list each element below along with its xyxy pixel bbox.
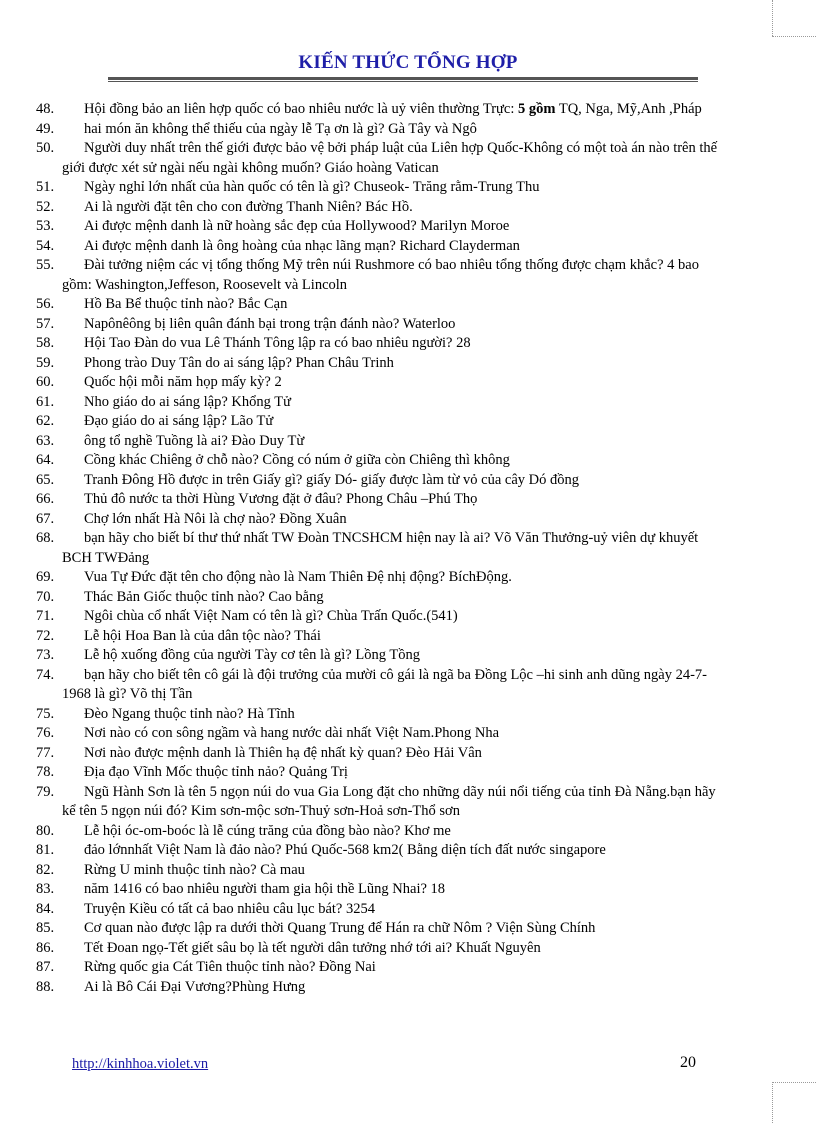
item-question: Phong trào Duy Tân do ai sáng lập? Phan Châu Trinh [84, 354, 394, 371]
list-item [0, 451, 816, 471]
list-item [0, 510, 816, 530]
item-question: Nho giáo do ai sáng lập? Khổng Tử [84, 393, 291, 410]
item-number: 80. [36, 822, 55, 839]
item-number: 48. [36, 101, 55, 117]
page-corner-mark [772, 1082, 816, 1084]
list-item [0, 744, 816, 764]
item-number: 52. [36, 198, 55, 215]
header-rule [108, 81, 698, 82]
item-text [84, 646, 720, 666]
item-question: Hội đồng bảo an liên hợp quốc có bao nhiêu nước là uỷ viên thường Trực: [84, 101, 518, 117]
list-item [0, 880, 816, 900]
item-text [84, 724, 720, 744]
item-question: Lễ hội óc-om-boóc là lễ cúng trăng của đồng bào nào? Khơ me [84, 822, 451, 839]
item-number: 81. [36, 842, 55, 858]
item-number: 59. [36, 354, 55, 371]
item-text [62, 783, 720, 822]
item-number: 58. [36, 335, 55, 351]
list-item [0, 471, 816, 491]
item-text [84, 939, 720, 959]
item-text [84, 822, 720, 842]
item-question: Thác Bản Giốc thuộc tỉnh nào? Cao bằng [84, 588, 324, 605]
page-corner-mark [772, 0, 774, 36]
item-number: 83. [36, 881, 55, 897]
item-question: Đèo Ngang thuộc tỉnh nào? Hà Tĩnh [84, 705, 295, 722]
item-text [84, 198, 720, 218]
item-question: đảo lớnnhất Việt Nam là đảo nào? Phú Quốc-568 km2( Bằng diện tích đất nước singapore [84, 842, 606, 858]
question-list [0, 100, 816, 997]
item-number: 54. [36, 237, 55, 254]
item-number: 75. [36, 705, 55, 722]
item-number: 67. [36, 510, 55, 527]
item-question: Tết Đoan ngọ-Tết giết sâu bọ là tết người dân tưởng nhớ tới ai? Khuất Nguyên [84, 939, 541, 956]
item-question: Nơi nào được mệnh danh là Thiên hạ đệ nhất kỳ quan? Đèo Hải Vân [84, 744, 482, 761]
item-text [84, 861, 720, 881]
item-number: 63. [36, 432, 55, 449]
item-number: 49. [36, 120, 55, 137]
item-text [84, 295, 720, 315]
item-text [84, 900, 720, 920]
item-question: Địa đạo Vĩnh Mốc thuộc tỉnh nảo? Quảng Trị [84, 764, 348, 780]
list-item [0, 939, 816, 959]
item-number: 53. [36, 218, 55, 234]
item-question: ông tổ nghề Tuồng là ai? Đào Duy Từ [84, 432, 305, 449]
item-number: 73. [36, 647, 55, 663]
item-text [84, 763, 720, 783]
list-item [0, 198, 816, 218]
item-text [84, 120, 720, 140]
item-text [84, 568, 720, 588]
item-text [84, 471, 720, 491]
list-item [0, 861, 816, 881]
item-text [84, 627, 720, 647]
item-question: Cồng khác Chiêng ở chỗ nào? Cồng có núm ở giữa còn Chiêng thì không [84, 452, 510, 468]
list-item [0, 705, 816, 725]
item-question: Ai được mệnh danh là ông hoàng của nhạc lãng mạn? Richard Clayderman [84, 237, 520, 254]
item-question: bạn hãy cho biết tên cô gái là đội trưởng của mười cô gái là ngã ba Đồng Lộc –hi sinh anh dũng ngày 24-7-1968 là gì? Võ thị Tần [62, 666, 707, 702]
item-number: 86. [36, 939, 55, 956]
item-text [84, 490, 720, 510]
item-number: 62. [36, 413, 55, 429]
list-item [0, 900, 816, 920]
item-text [84, 880, 720, 900]
list-item [0, 178, 816, 198]
list-item [0, 354, 816, 374]
footer-link[interactable]: http://kinhhoa.violet.vn [72, 1056, 209, 1072]
item-text [84, 315, 720, 335]
list-item [0, 120, 816, 140]
item-question: Napônêông bị liên quân đánh bại trong trận đánh nào? Waterloo [84, 315, 456, 332]
item-question: Chợ lớn nhất Hà Nôi là chợ nào? Đồng Xuân [84, 510, 347, 527]
item-question: Rừng quốc gia Cát Tiên thuộc tỉnh nào? Đồng Nai [84, 959, 376, 975]
item-number: 82. [36, 861, 55, 878]
list-item [0, 490, 816, 510]
list-item [0, 315, 816, 335]
item-question: Đài tưởng niệm các vị tổng thống Mỹ trên núi Rushmore có bao nhiêu tổng thống được chạm khắc? 4 bao gồm: Washington,Jeffeson, Roosevelt và Lincoln [62, 257, 699, 293]
item-text [84, 217, 720, 237]
item-number: 88. [36, 978, 55, 995]
item-question: Thủ đô nước ta thời Hùng Vương đặt ở đâu? Phong Châu –Phú Thọ [84, 491, 478, 507]
item-number: 51. [36, 179, 55, 195]
item-question: Ngày nghỉ lớn nhất của hàn quốc có tên là gì? Chuseok- Trăng rằm-Trung Thu [84, 179, 540, 195]
list-item [0, 412, 816, 432]
page-corner-mark [772, 1082, 774, 1123]
item-text [62, 139, 720, 178]
list-item [0, 763, 816, 783]
item-text [84, 588, 720, 608]
item-text [84, 919, 720, 939]
item-text [84, 393, 720, 413]
item-text [84, 978, 720, 998]
list-item [0, 627, 816, 647]
item-question: Hội Tao Đàn do vua Lê Thánh Tông lập ra có bao nhiêu người? 28 [84, 335, 471, 351]
page-corner-mark [772, 36, 816, 38]
item-question: Ai là người đặt tên cho con đường Thanh Niên? Bác Hồ. [84, 198, 413, 215]
list-item [0, 724, 816, 744]
item-text [84, 373, 720, 393]
list-item [0, 334, 816, 354]
item-number: 77. [36, 744, 55, 761]
item-number: 70. [36, 588, 55, 605]
item-text [62, 100, 720, 120]
item-question: bạn hãy cho biết bí thư thứ nhất TW Đoàn TNCSHCM hiện nay là ai? Võ Văn Thưởng-uỷ viên dự khuyết BCH TWĐảng [62, 530, 699, 566]
item-number: 56. [36, 296, 55, 312]
item-question: Lễ hội Hoa Ban là của dân tộc nào? Thái [84, 627, 321, 644]
item-question: Cơ quan nào được lập ra dưới thời Quang Trung để Hán ra chữ Nôm ? Viện Sùng Chính [84, 920, 596, 936]
list-item [0, 783, 816, 822]
item-number: 74. [36, 666, 55, 683]
list-item [0, 919, 816, 939]
item-text [84, 412, 720, 432]
item-text [84, 744, 720, 764]
item-number: 64. [36, 452, 55, 468]
item-emphasis: 5 gồm [518, 101, 556, 117]
item-text [84, 958, 720, 978]
list-item [0, 393, 816, 413]
item-answer: TQ, Nga, Mỹ,Anh ,Pháp [555, 101, 702, 117]
list-item [0, 978, 816, 998]
list-item [0, 568, 816, 588]
list-item [0, 607, 816, 627]
item-number: 78. [36, 764, 55, 780]
list-item [0, 588, 816, 608]
list-item [0, 822, 816, 842]
page-number: 20 [680, 1054, 696, 1071]
list-item [0, 139, 816, 178]
item-question: Lễ hộ xuống đồng của người Tày cơ tên là gì? Lồng Tồng [84, 647, 420, 663]
item-number: 60. [36, 374, 55, 390]
item-question: Hồ Ba Bể thuộc tỉnh nào? Bắc Cạn [84, 296, 288, 312]
item-number: 50. [36, 140, 55, 156]
item-question: Đạo giáo do ai sáng lập? Lão Tử [84, 413, 274, 429]
header-rule [108, 77, 698, 80]
item-text [84, 705, 720, 725]
item-question: Ngũ Hành Sơn là tên 5 ngọn núi do vua Gia Long đặt cho những dãy núi nổi tiếng của tỉnh Đà Nẵng.bạn hãy kể tên 5 ngọn núi đó? Kim sơn-mộc sơn-Thuỷ sơn-Hoả sơn-Thổ sơn [62, 783, 716, 819]
item-number: 57. [36, 315, 55, 332]
item-question: Rừng U minh thuộc tỉnh nào? Cà mau [84, 861, 305, 878]
item-text [84, 451, 720, 471]
item-text [84, 178, 720, 198]
item-number: 84. [36, 900, 55, 917]
list-item [0, 237, 816, 257]
list-item [0, 841, 816, 861]
item-text [84, 334, 720, 354]
item-number: 55. [36, 257, 55, 273]
list-item [0, 958, 816, 978]
item-number: 87. [36, 959, 55, 975]
item-question: Truyện Kiều có tất cả bao nhiêu câu lục bát? 3254 [84, 900, 375, 917]
list-item [0, 529, 816, 568]
list-item [0, 432, 816, 452]
list-item [0, 217, 816, 237]
item-number: 65. [36, 471, 55, 488]
item-question: Tranh Đông Hồ được in trên Giấy gì? giấy Dó- giấy được làm từ vỏ của cây Dó đồng [84, 471, 580, 488]
list-item [0, 256, 816, 295]
list-item [0, 373, 816, 393]
item-question: năm 1416 có bao nhiêu người tham gia hội thề Lũng Nhai? 18 [84, 881, 446, 897]
item-number: 79. [36, 783, 55, 800]
item-text [84, 432, 720, 452]
page-header-title: KIẾN THỨC TỔNG HỢP [298, 52, 518, 73]
list-item [0, 666, 816, 705]
item-number: 68. [36, 530, 55, 546]
item-number: 71. [36, 608, 55, 624]
item-question: Ngôi chùa cổ nhất Việt Nam có tên là gì? Chùa Trấn Quốc.(541) [84, 608, 458, 624]
item-number: 85. [36, 920, 55, 936]
item-question: Vua Tự Đức đặt tên cho động nào là Nam Thiên Đệ nhị động? BíchĐộng. [84, 569, 512, 585]
item-question: Quốc hội mỗi năm họp mấy kỳ? 2 [84, 374, 282, 390]
item-text [62, 256, 720, 295]
item-text [84, 237, 720, 257]
list-item [0, 295, 816, 315]
item-text [62, 529, 720, 568]
list-item [0, 646, 816, 666]
list-item [0, 100, 816, 120]
item-question: Người duy nhất trên thế giới được bảo vệ bởi pháp luật của Liên hợp Quốc-Không có một toà án nào trên thế giới được xét sử ngài nếu ngài không muốn? Giáo hoàng Vatican [62, 140, 718, 176]
item-number: 69. [36, 569, 55, 585]
item-number: 66. [36, 491, 55, 507]
item-text [84, 354, 720, 374]
item-text [84, 841, 720, 861]
item-number: 76. [36, 725, 55, 741]
item-text [84, 510, 720, 530]
item-question: Nơi nào có con sông ngầm và hang nước dài nhất Việt Nam.Phong Nha [84, 725, 500, 741]
item-number: 61. [36, 393, 55, 410]
item-text [62, 666, 720, 705]
item-question: Ai là Bô Cái Đại Vương?Phùng Hưng [84, 978, 306, 995]
item-text [84, 607, 720, 627]
item-question: Ai được mệnh danh là nữ hoàng sắc đẹp của Hollywood? Marilyn Moroe [84, 218, 510, 234]
item-number: 72. [36, 627, 55, 644]
item-question: hai món ăn không thể thiếu của ngày lễ Tạ ơn là gì? Gà Tây và Ngô [84, 120, 477, 137]
